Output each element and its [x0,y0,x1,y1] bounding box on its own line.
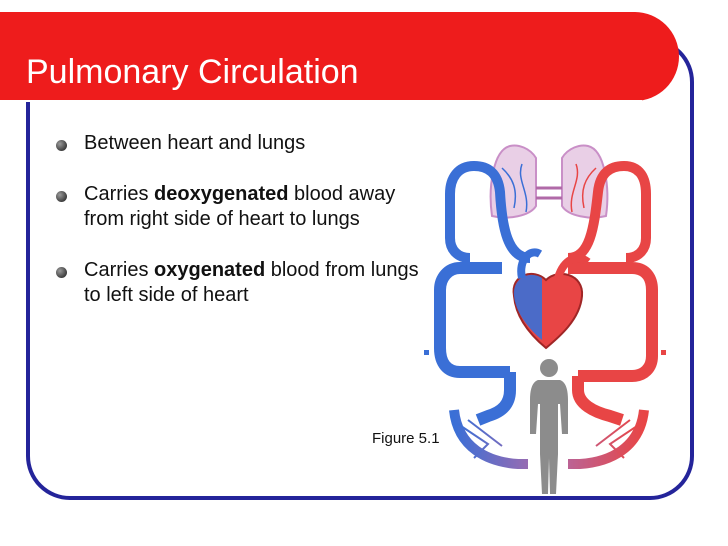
bullet-text-lead: Carries [84,183,155,205]
slide-title: Pulmonary Circulation [26,53,359,91]
bullet-text-rest: blood away from right side of heart to lungs [84,183,396,230]
bullet-item-2 [52,182,422,232]
bullet-item-1 [52,131,422,156]
person-silhouette-icon [530,359,568,494]
bullet-text-lead: Carries [84,259,155,281]
bullet-text-rest: blood from lungs to left side of heart [84,259,419,306]
bullet-list [52,131,422,334]
bullet-item-3 [52,258,422,308]
bullet-text: Between heart and lungs [84,132,306,154]
bullet-dot-icon [56,191,67,202]
title-bar [0,12,679,101]
title-divider [0,100,642,102]
bullet-text-bold: oxygenated [154,259,266,281]
bullet-dot-icon [56,267,67,278]
bullet-text-bold: deoxygenated [154,183,289,205]
figure-caption: Figure 5.1 [372,430,440,447]
lungs [491,146,608,218]
circulation-diagram [418,128,680,508]
bullet-dot-icon [56,140,67,151]
